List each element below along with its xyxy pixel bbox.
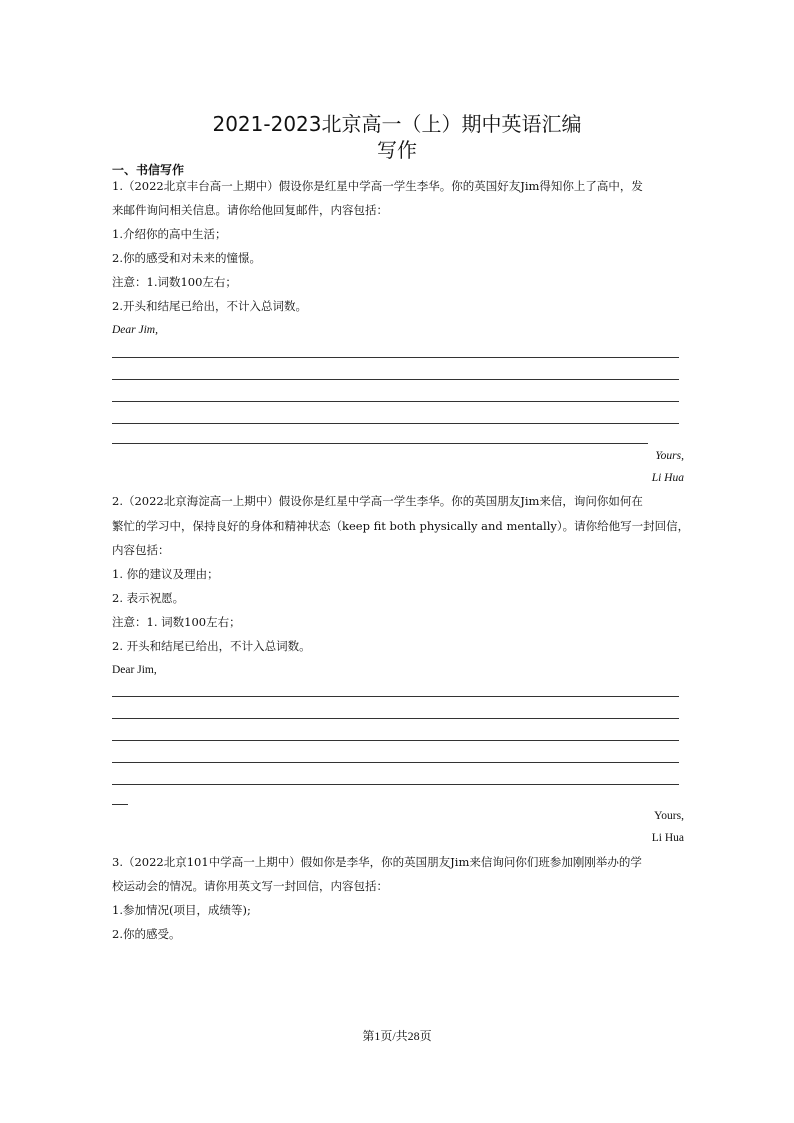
q2-answer-line xyxy=(112,696,679,697)
q1-answer-line xyxy=(112,357,679,358)
q2-prompt-line-2: 繁忙的学习中，保持良好的身体和精神状态（keep fit both physically and mentally）。请你给他写一封回信， xyxy=(112,519,690,533)
q1-item-2: 2.你的感受和对未来的憧憬。 xyxy=(112,251,261,265)
section-heading: 一、书信写作 xyxy=(112,163,185,177)
q1-prompt-line-2: 来邮件询问相关信息。请你给他回复邮件，内容包括： xyxy=(112,203,388,217)
q2-item-2: 2. 表示祝愿。 xyxy=(112,591,185,605)
q2-item-1: 1. 你的建议及理由； xyxy=(112,567,219,581)
q1-prompt-line-1: 1.（2022北京丰台高一上期中）假设你是红星中学高一学生李华。你的英国好友Jim得知你上了高中，发 xyxy=(112,179,643,193)
q2-prompt-line-1: 2.（2022北京海淀高一上期中）假设你是红星中学高一学生李华。你的英国朋友Jim来信，询问你如何在 xyxy=(112,494,643,508)
q1-answer-line xyxy=(112,443,648,444)
q1-note-2: 2.开头和结尾已给出，不计入总词数。 xyxy=(112,299,307,313)
q2-signature: Li Hua xyxy=(651,832,684,844)
q2-answer-line xyxy=(112,762,679,763)
q2-answer-line xyxy=(112,718,679,719)
page-number: 第1页/共28页 xyxy=(362,1029,432,1043)
q2-answer-line xyxy=(112,740,679,741)
q1-answer-line xyxy=(112,379,679,380)
q1-signature: Li Hua xyxy=(651,472,684,484)
q1-greeting: Dear Jim, xyxy=(112,324,158,336)
q2-answer-line xyxy=(112,784,679,785)
document-title: 2021-2023北京高一（上）期中英语汇编 xyxy=(212,112,582,136)
q2-answer-line xyxy=(112,804,128,805)
q2-greeting: Dear Jim, xyxy=(112,664,157,676)
q3-prompt-line-1: 3.（2022北京101中学高一上期中）假如你是李华，你的英国朋友Jim来信询问你们班参加刚刚举办的学 xyxy=(112,855,642,869)
q3-item-2: 2.你的感受。 xyxy=(112,927,181,941)
q3-prompt-line-2: 校运动会的情况。请你用英文写一封回信，内容包括： xyxy=(112,879,388,893)
q1-closing: Yours, xyxy=(655,450,684,462)
q2-note-1: 注意：1. 词数100左右； xyxy=(112,615,241,629)
q1-answer-line xyxy=(112,423,679,424)
q2-note-2: 2. 开头和结尾已给出，不计入总词数。 xyxy=(112,639,311,653)
q1-note-1: 注意：1.词数100左右； xyxy=(112,275,237,289)
q3-item-1: 1.参加情况(项目，成绩等); xyxy=(112,903,251,917)
q2-closing: Yours, xyxy=(654,810,684,822)
q2-prompt-line-3: 内容包括： xyxy=(112,543,170,557)
document-subtitle: 写作 xyxy=(377,138,417,162)
q1-answer-line xyxy=(112,401,679,402)
q1-item-1: 1.介绍你的高中生活； xyxy=(112,227,227,241)
